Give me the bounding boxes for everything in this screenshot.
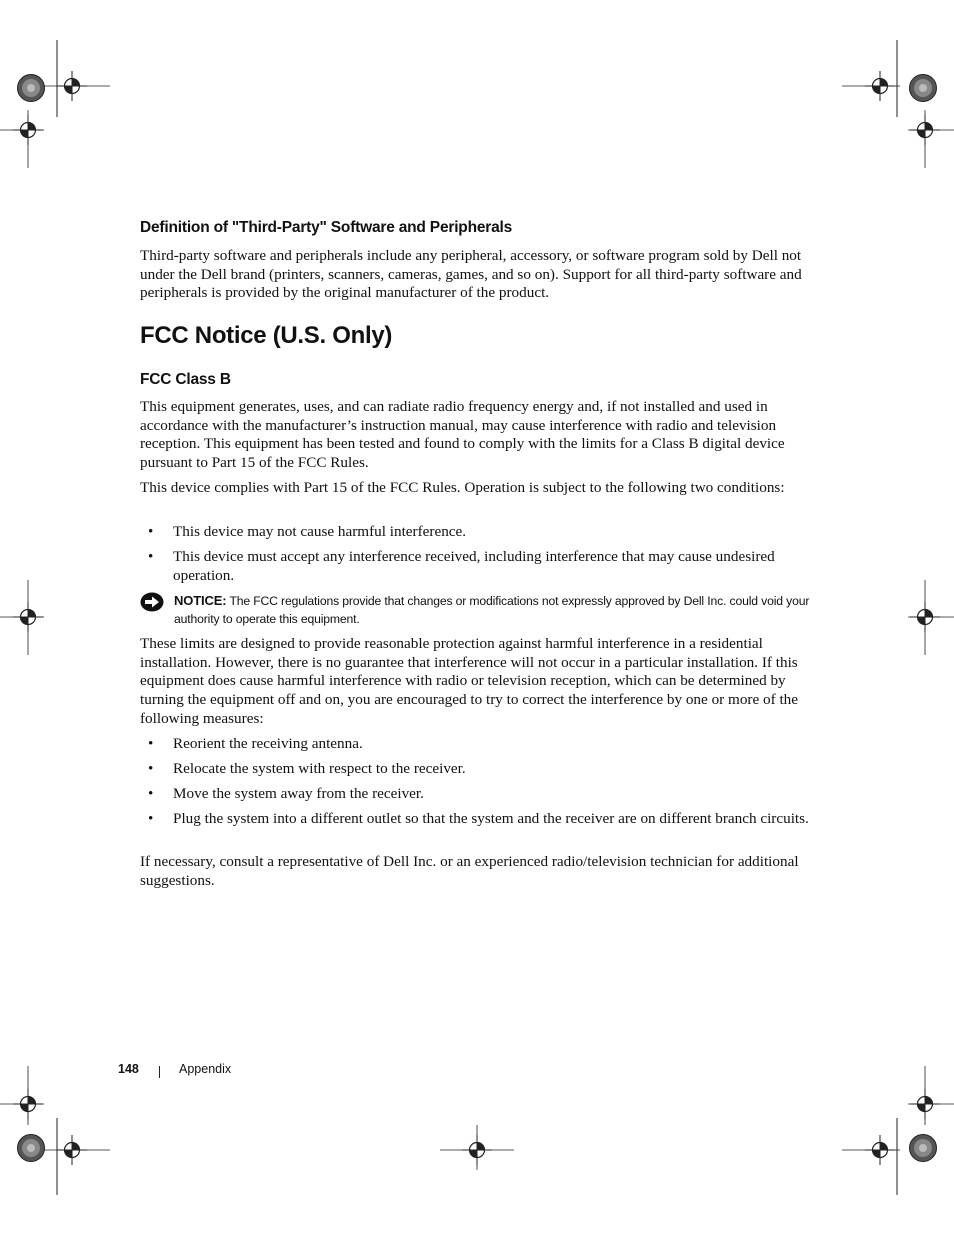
color-target-icon xyxy=(910,1135,937,1162)
list-item xyxy=(148,760,815,779)
condition-text: This device must accept any interference received, including interference that may cause undesired operation. xyxy=(173,548,775,584)
bullet-icon: • xyxy=(148,523,154,540)
bullet-icon: • xyxy=(148,785,154,802)
fcc-title: FCC Notice (U.S. Only) xyxy=(140,322,393,349)
condition-text: This device may not cause harmful interference. xyxy=(173,523,467,540)
notice-arrow-icon xyxy=(140,592,164,612)
bullet-icon: • xyxy=(148,810,154,827)
measure-text: Move the system away from the receiver. xyxy=(173,785,424,802)
list-item xyxy=(148,785,815,804)
notice-box xyxy=(140,592,820,628)
bullet-icon: • xyxy=(148,760,154,777)
third-party-body: Third-party software and peripherals include any peripheral, accessory, or software program sold by Dell not under the Dell brand (printers, scanners, cameras, games, and so on). Support for all third-party software and peripherals is provided by the original manufacturer of the product. xyxy=(140,247,802,302)
notice-text: The FCC regulations provide that changes or modifications not expressly approved by Dell Inc. could void your authority to operate this equipment. xyxy=(174,594,810,626)
measure-text: Reorient the receiving antenna. xyxy=(173,735,363,752)
measure-text: Relocate the system with respect to the receiver. xyxy=(173,760,466,777)
fcc-class-b-heading: FCC Class B xyxy=(140,371,231,388)
list-item xyxy=(148,548,815,585)
third-party-heading: Definition of "Third-Party" Software and Peripherals xyxy=(140,219,513,236)
bullet-icon: • xyxy=(148,548,154,565)
bullet-icon: • xyxy=(148,735,154,752)
color-target-icon xyxy=(910,75,937,102)
notice-label: NOTICE: xyxy=(174,593,227,608)
fcc-paragraph-2: This device complies with Part 15 of the FCC Rules. Operation is subject to the following two conditions: xyxy=(140,479,785,496)
measure-text: Plug the system into a different outlet so that the system and the receiver are on different branch circuits. xyxy=(173,810,809,827)
list-item xyxy=(148,735,815,754)
list-item xyxy=(148,810,815,829)
fcc-paragraph-4: If necessary, consult a representative of Dell Inc. or an experienced radio/television technician for additional suggestions. xyxy=(140,853,799,889)
footer-section-title: Appendix xyxy=(179,1062,232,1076)
page-number: 148 xyxy=(118,1062,139,1076)
footer-separator xyxy=(159,1066,160,1078)
color-target-icon xyxy=(18,1135,45,1162)
color-target-icon xyxy=(18,75,45,102)
fcc-paragraph-1: This equipment generates, uses, and can radiate radio frequency energy and, if not installed and used in accordance with the manufacturer’s instruction manual, may cause interference with radio and television reception. This equipment has been tested and found to comply with the limits for a Class B digital device pursuant to Part 15 of the FCC Rules. xyxy=(140,398,785,472)
fcc-paragraph-3: These limits are designed to provide reasonable protection against harmful interference in a residential installation. However, there is no guarantee that interference will not occur in a particular installation. If this equipment does cause harmful interference with radio or television reception, which can be determined by turning the equipment off and on, you are encouraged to try to correct the interference by one or more of the following measures: xyxy=(140,635,799,727)
list-item xyxy=(148,523,815,542)
